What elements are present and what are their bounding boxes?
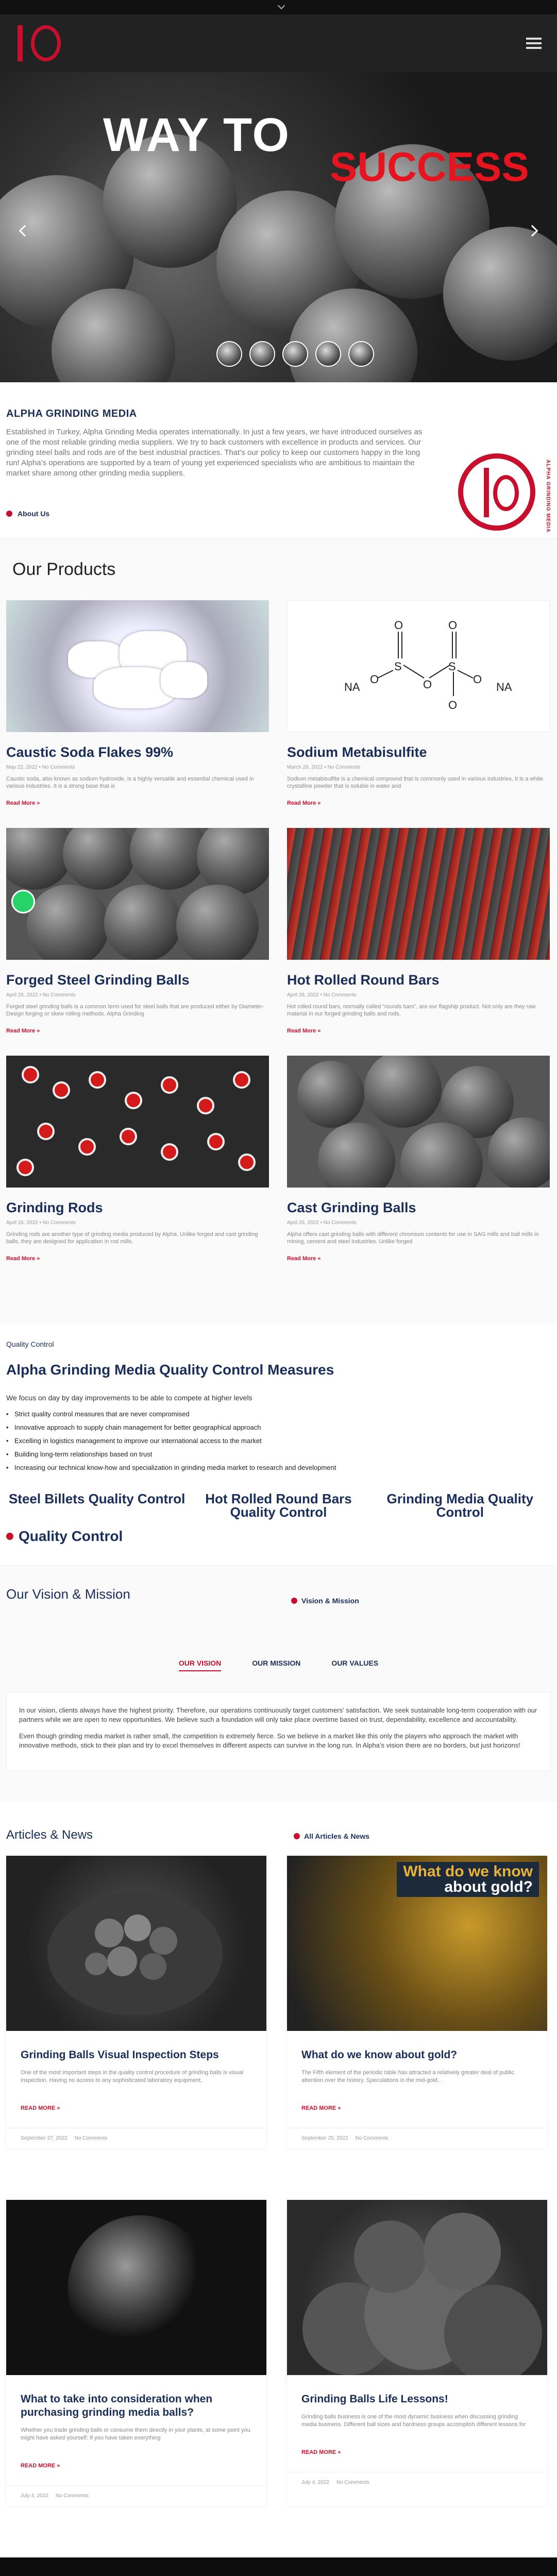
about-us-label: About Us <box>18 510 50 518</box>
about-section <box>0 382 557 538</box>
ball-pile-illustration <box>287 2200 547 2375</box>
qc-column[interactable] <box>6 1492 188 1519</box>
quality-kicker: Quality Control <box>6 1340 54 1348</box>
quality-section <box>0 1325 557 1565</box>
product-meta: May 22, 2022 • No Comments <box>6 765 75 770</box>
product-meta: April 26, 2022 • No Comments <box>6 992 76 998</box>
read-more-link[interactable]: Read More » <box>287 1028 321 1034</box>
hero-subtitle: SUCCESS <box>330 144 529 190</box>
article-image-caption: What do we know about gold? <box>397 1862 539 1897</box>
read-more-link[interactable]: READ MORE » <box>21 2105 60 2111</box>
vision-content <box>6 1692 551 1771</box>
slide-thumbnail[interactable] <box>315 341 341 367</box>
article-card[interactable] <box>287 1856 547 2148</box>
article-excerpt: The Fifth element of the periodic table has attracted a relatively greater deal of public attention over the history. Speculations in the mid-gold... <box>301 2070 514 2083</box>
article-card[interactable] <box>6 1856 266 2148</box>
site-footer <box>0 2557 557 2576</box>
list-item: • Building long-term relationships based on trust <box>6 1450 551 1458</box>
read-more-link[interactable]: Read More » <box>6 1256 40 1262</box>
product-title[interactable]: Caustic Soda Flakes 99% <box>6 744 174 760</box>
product-excerpt: Grinding rods are another type of grinding media produced by Alpha. Unlike forged and cast grinding balls, they are designed for application in rod mills. <box>6 1231 258 1245</box>
all-articles-link[interactable] <box>294 1832 369 1840</box>
products-heading: Our Products <box>12 560 116 579</box>
site-header <box>0 14 557 72</box>
quality-lead: We focus on day by day improvements to be able to compete at higher levels <box>6 1394 252 1402</box>
qc-column-title: Steel Billets Quality Control <box>8 1491 185 1506</box>
article-date: July 4, 2022 <box>301 2480 329 2485</box>
product-card[interactable] <box>287 828 550 1035</box>
product-excerpt: Hot rolled round bars, normally called “rounds bars”, are our flagship product. Not only are they raw material in our forged grinding balls and rods, <box>287 1004 536 1017</box>
article-comments[interactable]: No Comments <box>74 2136 108 2141</box>
all-articles-label: All Articles & News <box>304 1832 370 1840</box>
list-item: • Increasing our technical know-how and specialization in grinding media market to research and development <box>6 1464 551 1471</box>
quality-control-link[interactable] <box>6 1528 551 1545</box>
article-excerpt: One of the most important steps in the quality control procedure of grinding balls is visual inspection. Having no access to any sophisticated laboratory equipment, <box>21 2070 244 2083</box>
vision-heading: Our Vision & Mission <box>6 1586 130 1602</box>
badge-text: ALPHA GRINDING MEDIA <box>545 460 551 533</box>
article-date: September 25, 2022 <box>301 2136 348 2141</box>
product-card[interactable] <box>6 1056 269 1263</box>
read-more-link[interactable]: Read More » <box>287 1256 321 1262</box>
product-image[interactable] <box>287 600 550 732</box>
product-image[interactable] <box>287 1056 550 1188</box>
product-excerpt: Sodium metabisulfite is a chemical compound that is commonly used in various industries. It is a white crystalline powder that is soluble in water and <box>287 776 544 789</box>
arrow-right-icon <box>6 511 12 517</box>
svg-text:O: O <box>448 619 458 632</box>
article-title[interactable]: Grinding Balls Life Lessons! <box>301 2393 448 2405</box>
article-comments[interactable]: No Comments <box>55 2493 89 2499</box>
product-meta: April 26, 2022 • No Comments <box>6 1220 76 1226</box>
slide-thumbnail[interactable] <box>348 341 374 367</box>
article-title[interactable]: What do we know about gold? <box>301 2049 458 2061</box>
product-image[interactable] <box>287 828 550 960</box>
tab-our-vision[interactable]: OUR VISION <box>179 1659 221 1671</box>
product-title[interactable]: Hot Rolled Round Bars <box>287 972 440 988</box>
logo-ring <box>31 25 61 61</box>
about-heading: ALPHA GRINDING MEDIA <box>6 408 137 419</box>
product-meta: April 26, 2022 • No Comments <box>287 1220 357 1226</box>
product-excerpt: Caustic soda, also known as sodium hydroxide, is a highly versatile and essential chemical used in various industries. It is a strong base that is <box>6 776 254 789</box>
product-excerpt: Forged steel grinding balls is a common term used for steel balls that are produced either by Diameter-Design forging or skew rolling methods. Alpha Grinding <box>6 1004 264 1017</box>
product-card[interactable] <box>6 828 269 1035</box>
product-card[interactable] <box>287 1056 550 1263</box>
product-title[interactable]: Forged Steel Grinding Balls <box>6 972 190 988</box>
article-comments[interactable]: No Comments <box>355 2136 389 2141</box>
product-title[interactable]: Sodium Metabisulfite <box>287 744 427 760</box>
single-ball-illustration <box>6 2200 266 2375</box>
vision-mission-link[interactable] <box>291 1597 359 1605</box>
slider-thumbnails <box>216 341 374 367</box>
arrow-right-icon <box>6 1533 13 1540</box>
molecule-diagram <box>288 601 550 732</box>
top-strip <box>0 0 557 14</box>
svg-text:NA: NA <box>344 681 360 693</box>
product-image[interactable] <box>6 1056 269 1188</box>
slide-thumbnail[interactable] <box>216 341 242 367</box>
vision-paragraph: Even though grinding media market is rather small, the competition is extremely fierce. So we believe in a market like this only the players who approach the market with innovative methods, stick to their plan and try to excel themselves in different aspects can survive in the long run. In Alpha’s vision there are no borders, but just horizons! <box>19 1732 520 1749</box>
read-more-link[interactable]: Read More » <box>6 1028 40 1034</box>
product-image[interactable] <box>6 828 269 960</box>
svg-text:O: O <box>448 699 458 711</box>
alpha-logo-icon <box>454 449 551 542</box>
arrow-right-icon <box>294 1833 300 1839</box>
tab-our-mission[interactable]: OUR MISSION <box>252 1659 301 1667</box>
read-more-link[interactable]: Read More » <box>6 800 40 806</box>
article-image[interactable] <box>287 1856 547 2031</box>
read-more-link[interactable]: READ MORE » <box>301 2449 341 2455</box>
product-image[interactable] <box>6 600 269 732</box>
vision-paragraph: In our vision, clients always have the highest priority. Therefore, our operations continuously target customers’ satisfaction. We seek sustainable long-term cooperation with our partners while we are open to new opportunities. We believe such a foundation will only take place overtime based on trust, dependability, excellence and accountability. <box>19 1706 537 1723</box>
quality-heading: Alpha Grinding Media Quality Control Measures <box>6 1362 334 1378</box>
article-image[interactable] <box>287 2200 547 2375</box>
about-text: Established in Turkey, Alpha Grinding Media operates internationally. In just a few years, we have introduced ourselves as one of the most reliable grinding media suppliers. We try to back customers with excellence in products and services. Our grinding steel balls and rods are of the best industrial practices. That’s our policy to keep our customers happy in the long run! Alpha’s operations are supported by a team of young yet experienced specialists who are ambitious to maintain the market share among other grinding media suppliers. <box>6 428 423 478</box>
article-image[interactable] <box>6 1856 266 2031</box>
logo-bar <box>18 25 23 61</box>
hero-slider <box>0 72 557 382</box>
svg-text:O: O <box>394 619 403 632</box>
article-card[interactable] <box>287 2200 547 2506</box>
slide-thumbnail[interactable] <box>249 341 275 367</box>
svg-text:NA: NA <box>496 681 512 693</box>
svg-text:S: S <box>394 660 402 673</box>
products-section <box>0 538 557 1325</box>
qc-column-title: Hot Rolled Round Bars Quality Control <box>205 1491 352 1520</box>
slide-thumbnail[interactable] <box>282 341 308 367</box>
articles-heading: Articles & News <box>6 1828 93 1842</box>
svg-text:O: O <box>370 673 379 686</box>
list-item: • Excelling in logistics management to improve our international access to the market <box>6 1437 551 1445</box>
article-date: July 4, 2022 <box>21 2493 48 2499</box>
svg-text:S: S <box>448 660 456 673</box>
article-image[interactable] <box>6 2200 266 2375</box>
hero-title: WAY TO <box>103 109 291 161</box>
article-excerpt: Grinding balls business is one of the most dynamic business when discussing grinding media business. Different ball sizes and hardness groups accomplish different lessons for <box>301 2414 526 2428</box>
tab-our-values[interactable]: OUR VALUES <box>331 1659 379 1667</box>
svg-text:O: O <box>473 673 482 686</box>
vision-tabs <box>6 1659 551 1671</box>
vision-section <box>0 1565 557 1802</box>
svg-text:O: O <box>423 678 432 691</box>
qc-column[interactable] <box>369 1492 551 1519</box>
quality-control-label: Quality Control <box>19 1528 123 1544</box>
list-item: • Innovative approach to supply chain management for better geographical approach <box>6 1423 551 1431</box>
qc-column-title: Grinding Media Quality Control <box>386 1491 534 1520</box>
list-item: • Strict quality control measures that are never compromised <box>6 1410 551 1418</box>
product-meta: March 26, 2022 • No Comments <box>287 765 361 770</box>
logo-icon[interactable] <box>15 20 62 66</box>
hand-with-balls-illustration <box>6 1856 266 2031</box>
read-more-link[interactable]: READ MORE » <box>21 2463 60 2469</box>
article-title[interactable]: What to take into consideration when purchasing grinding media balls? <box>21 2393 213 2418</box>
product-title[interactable]: Cast Grinding Balls <box>287 1200 416 1215</box>
arrow-right-icon <box>291 1598 297 1604</box>
qc-column[interactable] <box>188 1492 369 1519</box>
product-meta: April 26, 2022 • No Comments <box>287 992 357 998</box>
whatsapp-icon[interactable] <box>11 890 35 913</box>
chevron-down-icon[interactable] <box>277 2 284 9</box>
read-more-link[interactable]: READ MORE » <box>301 2105 341 2111</box>
article-excerpt: Whether you trade grinding balls or consume them directly in your plants, at some point you might have asked yourself: If you have taken everything <box>21 2427 250 2441</box>
article-comments[interactable]: No Comments <box>336 2480 369 2485</box>
product-card[interactable] <box>287 600 550 807</box>
product-card[interactable] <box>6 600 269 807</box>
product-title[interactable]: Grinding Rods <box>6 1200 103 1215</box>
article-date: September 27, 2022 <box>21 2136 67 2141</box>
menu-icon[interactable] <box>526 35 542 52</box>
article-title[interactable]: Grinding Balls Visual Inspection Steps <box>21 2049 219 2061</box>
vision-mission-label: Vision & Mission <box>301 1597 359 1605</box>
read-more-link[interactable]: Read More » <box>287 800 321 806</box>
quality-list <box>6 1410 551 1471</box>
article-card[interactable] <box>6 2200 266 2506</box>
articles-section <box>0 1802 557 2557</box>
product-excerpt: Alpha offers cast grinding balls with different chromium contents for use in SAG mills and ball mills in mining, cement and steel industries. Unlike forged <box>287 1231 539 1245</box>
